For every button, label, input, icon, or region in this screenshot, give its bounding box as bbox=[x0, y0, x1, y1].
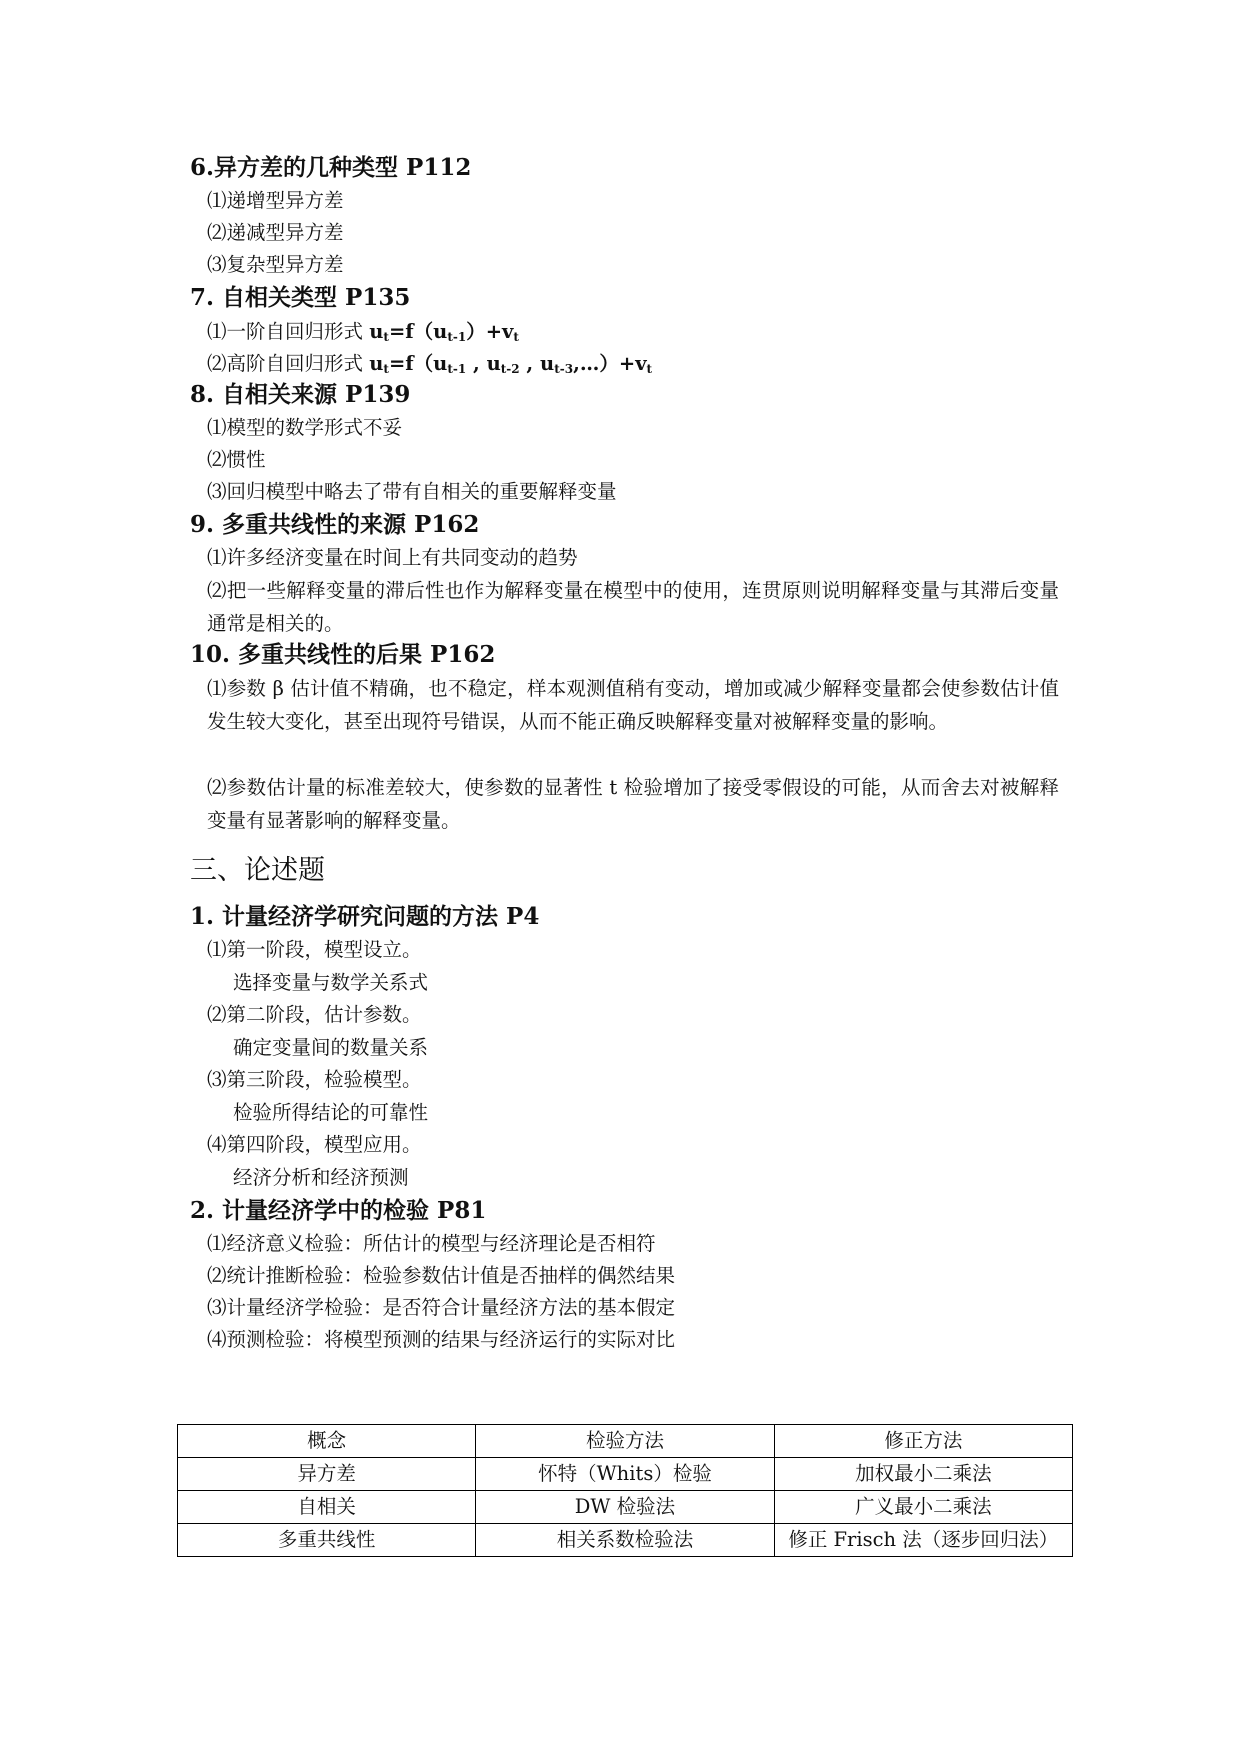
table-cell: 自相关 bbox=[178, 1491, 476, 1524]
table-header-cell: 概念 bbox=[178, 1425, 476, 1458]
list-item: ⑴参数 β 估计值不精确，也不稳定，样本观测值稍有变动，增加或减少解释变量都会使参数估计值发生较大变化，甚至出现符号错误，从而不能正确反映解释变量对被解释变量的影响。 bbox=[207, 677, 1059, 733]
table-cell: 广义最小二乘法 bbox=[774, 1491, 1072, 1524]
table-row bbox=[178, 1524, 1073, 1557]
table-cell: 相关系数检验法 bbox=[476, 1524, 774, 1557]
section-10-title: 10. 多重共线性的后果 P162 bbox=[190, 641, 496, 668]
part-3-heading: 三、论述题 bbox=[190, 855, 325, 886]
list-item: ⑵惯性 bbox=[207, 448, 266, 471]
list-item: ⑴递增型异方差 bbox=[207, 189, 344, 212]
formula-item-high-order: ⑵高阶自回归形式 $u_t=f(u_{t-1}$ , $u_{t-2}$ , $u_{t-3},\dots)+v_t$ bbox=[207, 352, 653, 376]
table-row bbox=[178, 1491, 1073, 1524]
section-9-title: 9. 多重共线性的来源 P162 bbox=[190, 511, 480, 538]
list-item: 检验所得结论的可靠性 bbox=[233, 1101, 429, 1124]
list-item: ⑵把一些解释变量的滞后性也作为解释变量在模型中的使用，连贯原则说明解释变量与其滞后变量通常是相关的。 bbox=[207, 579, 1059, 635]
table-cell: 加权最小二乘法 bbox=[774, 1458, 1072, 1491]
table-cell: 修正 Frisch 法（逐步回归法） bbox=[774, 1524, 1072, 1557]
question-1-title: 1. 计量经济学研究问题的方法 P4 bbox=[190, 903, 540, 930]
table-header-cell: 修正方法 bbox=[774, 1425, 1072, 1458]
list-item: ⑵第二阶段，估计参数。 bbox=[207, 1003, 422, 1026]
section-6-title: 6.异方差的几种类型 P112 bbox=[190, 154, 472, 181]
question-2-title: 2. 计量经济学中的检验 P81 bbox=[190, 1197, 487, 1224]
table-row bbox=[178, 1458, 1073, 1491]
list-item: 选择变量与数学关系式 bbox=[233, 971, 429, 994]
list-item: ⑵参数估计量的标准差较大，使参数的显著性 t 检验增加了接受零假设的可能，从而舍去对被解释变量有显著影响的解释变量。 bbox=[207, 776, 1059, 832]
table-header-row bbox=[178, 1425, 1073, 1458]
list-item: ⑵递减型异方差 bbox=[207, 221, 344, 244]
list-item: ⑴模型的数学形式不妥 bbox=[207, 416, 403, 439]
list-item: ⑷第四阶段，模型应用。 bbox=[207, 1133, 422, 1156]
list-item: ⑴经济意义检验：所估计的模型与经济理论是否相符 bbox=[207, 1232, 656, 1255]
table-cell: DW 检验法 bbox=[476, 1491, 774, 1524]
table-cell: 多重共线性 bbox=[178, 1524, 476, 1557]
list-item: ⑷预测检验：将模型预测的结果与经济运行的实际对比 bbox=[207, 1328, 676, 1351]
formula-item-first-order: ⑴一阶自回归形式 $u_t=f(u_{t-1})+v_t$ bbox=[207, 320, 519, 344]
list-item: ⑶复杂型异方差 bbox=[207, 253, 344, 276]
list-item: ⑵统计推断检验：检验参数估计值是否抽样的偶然结果 bbox=[207, 1264, 676, 1287]
table-header-cell: 检验方法 bbox=[476, 1425, 774, 1458]
section-8-title: 8. 自相关来源 P139 bbox=[190, 381, 411, 408]
list-item: 经济分析和经济预测 bbox=[233, 1166, 409, 1189]
section-7-title: 7. 自相关类型 P135 bbox=[190, 284, 411, 311]
list-item: 确定变量间的数量关系 bbox=[233, 1036, 429, 1059]
summary-table bbox=[177, 1424, 1073, 1557]
table-cell: 怀特（Whits）检验 bbox=[476, 1458, 774, 1491]
list-item: ⑴第一阶段，模型设立。 bbox=[207, 938, 422, 961]
table-cell: 异方差 bbox=[178, 1458, 476, 1491]
list-item: ⑶计量经济学检验：是否符合计量经济方法的基本假定 bbox=[207, 1296, 676, 1319]
list-item: ⑶第三阶段，检验模型。 bbox=[207, 1068, 422, 1091]
list-item: ⑶回归模型中略去了带有自相关的重要解释变量 bbox=[207, 480, 617, 503]
list-item: ⑴许多经济变量在时间上有共同变动的趋势 bbox=[207, 546, 578, 569]
